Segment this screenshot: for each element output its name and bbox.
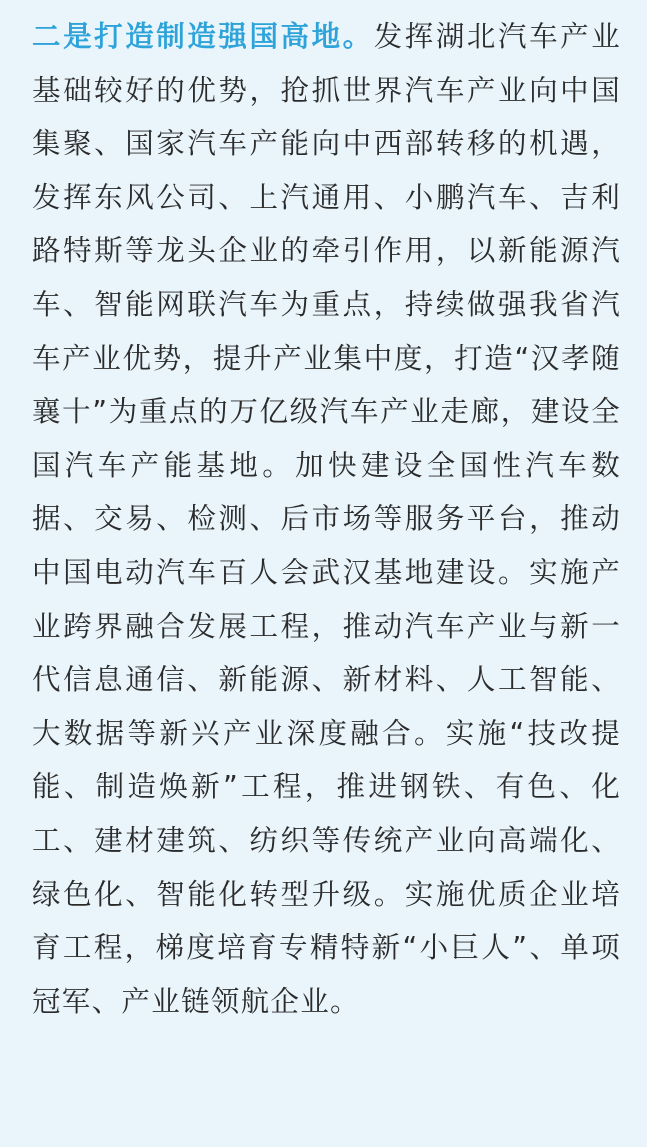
article-paragraph [32, 10, 621, 1028]
paragraph-body: 发挥湖北汽车产业基础较好的优势，抢抓世界汽车产业向中国集聚、国家汽车产能向中西部转移的机遇，发挥东风公司、上汽通用、小鹏汽车、吉利路特斯等龙头企业的牵引作用，以新能源汽车、智能网联汽车为重点，持续做强我省汽车产业优势，提升产业集中度，打造“汉孝随襄十”为重点的万亿级汽车产业走廊，建设全国汽车产能基地。加快建设全国性汽车数据、交易、检测、后市场等服务平台，推动中国电动汽车百人会武汉基地建设。实施产业跨界融合发展工程，推动汽车产业与新一代信息通信、新能源、新材料、人工智能、大数据等新兴产业深度融合。实施“技改提能、制造焕新”工程，推进钢铁、有色、化工、建材建筑、纺织等传统产业向高端化、绿色化、智能化转型升级。实施优质企业培育工程，梯度培育专精特新“小巨人”、单项冠军、产业链领航企业。 [32, 20, 621, 1018]
section-heading: 二是打造制造强国高地。 [32, 20, 374, 53]
